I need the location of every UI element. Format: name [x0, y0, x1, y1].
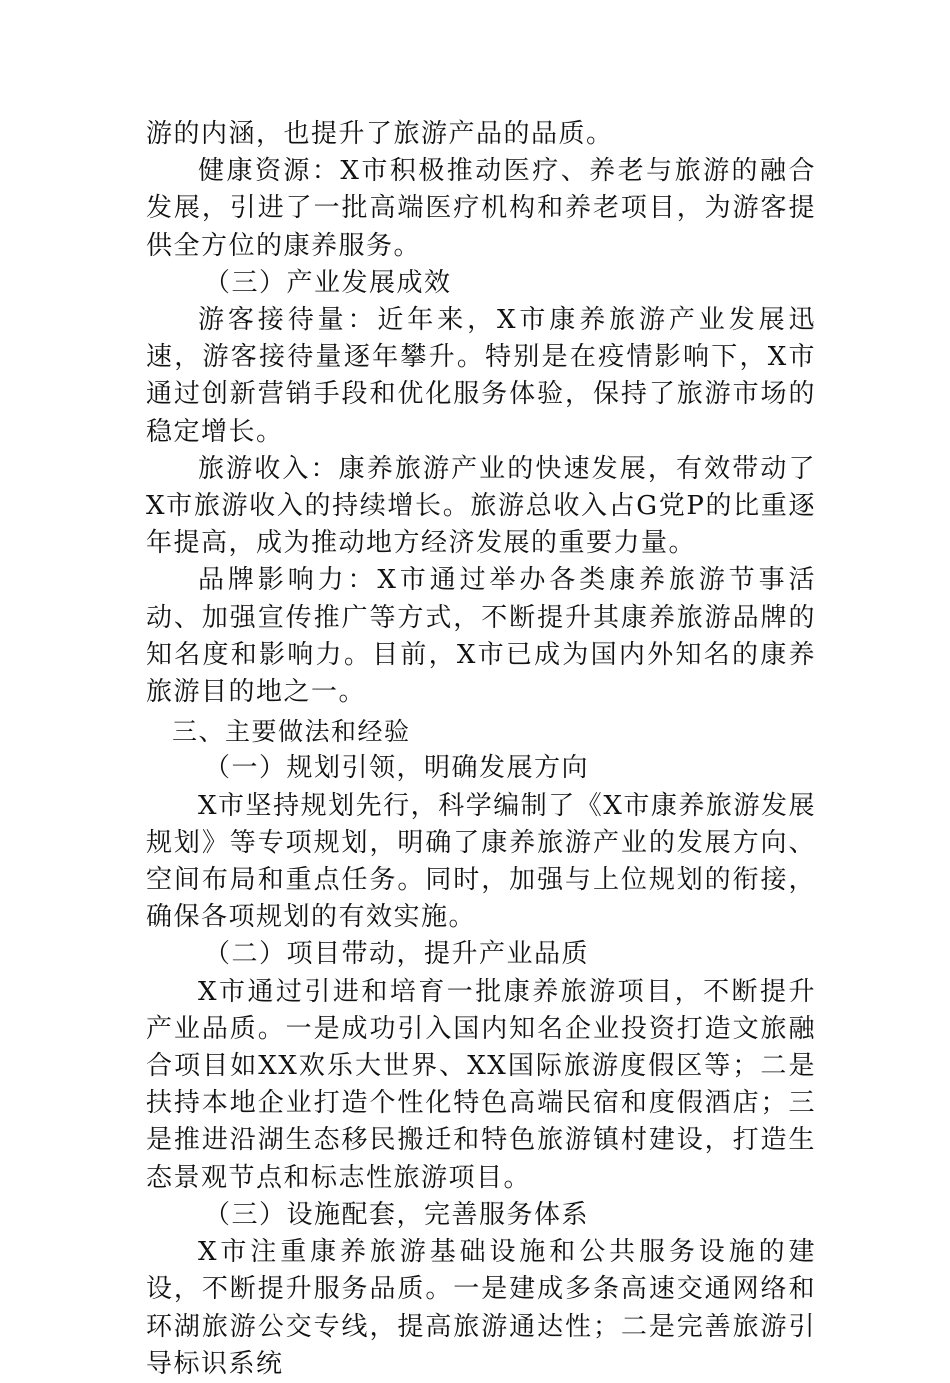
paragraph-tourism-revenue: 旅游收入：康养旅游产业的快速发展，有效带动了X市旅游收入的持续增长。旅游总收入占G党P的比重逐年提高，成为推动地方经济发展的重要力量。 [146, 453, 816, 559]
paragraph-projects: X市通过引进和培育一批康养旅游项目，不断提升产业品质。一是成功引入国内知名企业投资打造文旅融合项目如XX欢乐大世界、XX国际旅游度假区等；二是扶持本地企业打造个性化特色高端民宿和度假酒店；三是推进沿湖生态移民搬迁和特色旅游镇村建设，打造生态景观节点和标志性旅游项目。 [146, 976, 816, 1193]
paragraph-planning: X市坚持规划先行，科学编制了《X市康养旅游发展规划》等专项规划，明确了康养旅游产业的发展方向、空间布局和重点任务。同时，加强与上位规划的衔接，确保各项规划的有效实施。 [146, 790, 816, 933]
subheading-planning: （一）规划引领，明确发展方向 [204, 753, 590, 784]
paragraph-visitor-volume: 游客接待量：近年来，X市康养旅游产业发展迅速，游客接待量逐年攀升。特别是在疫情影响下，X市通过创新营销手段和优化服务体验，保持了旅游市场的稳定增长。 [146, 305, 816, 447]
subheading-industry-results: （三）产业发展成效 [204, 267, 452, 298]
section-heading-practices: 三、主要做法和经验 [172, 717, 411, 747]
paragraph-facilities: X市注重康养旅游基础设施和公共服务设施的建设，不断提升服务品质。一是建成多条高速交通网络和环湖旅游公交专线，提高旅游通达性；二是完善旅游引导标识系统 [146, 1237, 816, 1379]
subheading-facilities: （三）设施配套，完善服务体系 [204, 1199, 590, 1230]
subheading-projects: （二）项目带动，提升产业品质 [204, 939, 590, 970]
paragraph-brand-influence: 品牌影响力：X市通过举办各类康养旅游节事活动、加强宣传推广等方式，不断提升其康养旅游品牌的知名度和影响力。目前，X市已成为国内外知名的康养旅游目的地之一。 [146, 565, 816, 708]
paragraph-health-resources: 健康资源：X市积极推动医疗、养老与旅游的融合发展，引进了一批高端医疗机构和养老项目，为游客提供全方位的康养服务。 [146, 156, 816, 261]
paragraph-continuation: 游的内涵，也提升了旅游产品的品质。 [146, 119, 614, 149]
document-body [146, 116, 816, 1383]
